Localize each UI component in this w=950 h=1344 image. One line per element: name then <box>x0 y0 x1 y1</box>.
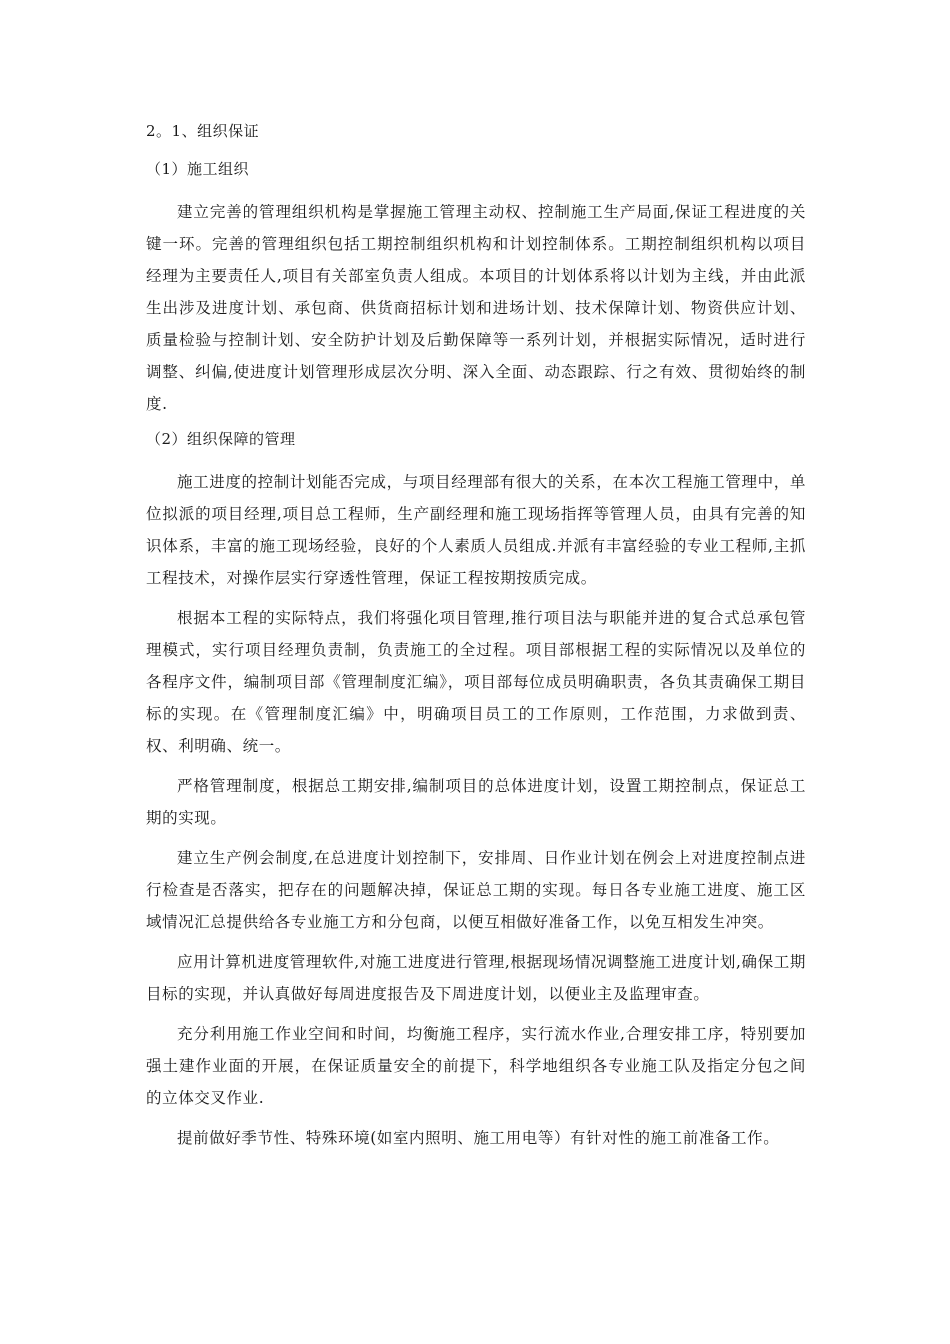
paragraph: 应用计算机进度管理软件,对施工进度进行管理,根据现场情况调整施工进度计划,确保工期目标的实现，并认真做好每周进度报告及下周进度计划，以便业主及监理审查。 <box>146 953 806 1003</box>
paragraph: 严格管理制度，根据总工期安排,编制项目的总体进度计划，设置工期控制点，保证总工期的实现。 <box>146 777 806 827</box>
section-title: 2。1、组织保证 <box>146 122 260 140</box>
paragraph: 根据本工程的实际特点，我们将强化项目管理,推行项目法与职能并进的复合式总承包管理模式，实行项目经理负责制，负责施工的全过程。项目部根据工程的实际情况以及单位的各程序文件，编制项目部《管理制度汇编》，项目部每位成员明确职责，各负其责确保工期目标的实现。在《管理制度汇编》中，明确项目员工的工作原则，工作范围，力求做到责、权、利明确、统一。 <box>146 609 806 755</box>
subsection-title-organization-management: （2）组织保障的管理 <box>146 430 296 448</box>
paragraph: 建立完善的管理组织机构是掌握施工管理主动权、控制施工生产局面,保证工程进度的关键一环。完善的管理组织包括工期控制组织机构和计划控制体系。工期控制组织机构以项目经理为主要责任人,项目有关部室负责人组成。本项目的计划体系将以计划为主线，并由此派生出涉及进度计划、承包商、供货商招标计划和进场计划、技术保障计划、物资供应计划、质量检验与控制计划、安全防护计划及后勤保障等一系列计划，并根据实际情况，适时进行调整、纠偏,使进度计划管理形成层次分明、深入全面、动态跟踪、行之有效、贯彻始终的制度. <box>146 203 806 413</box>
document-body <box>146 120 806 1162</box>
paragraph: 提前做好季节性、特殊环境(如室内照明、施工用电等）有针对性的施工前准备工作。 <box>177 1129 780 1147</box>
paragraph: 充分利用施工作业空间和时间，均衡施工程序，实行流水作业,合理安排工序，特别要加强土建作业面的开展，在保证质量安全的前提下，科学地组织各专业施工队及指定分包之间的立体交叉作业. <box>146 1025 806 1107</box>
paragraph: 建立生产例会制度,在总进度计划控制下，安排周、日作业计划在例会上对进度控制点进行检查是否落实，把存在的问题解决掉，保证总工期的实现。每日各专业施工进度、施工区域情况汇总提供给各专业施工方和分包商，以便互相做好准备工作，以免互相发生冲突。 <box>146 849 806 931</box>
subsection-title-construction-organization: （1）施工组织 <box>146 160 250 178</box>
paragraph: 施工进度的控制计划能否完成，与项目经理部有很大的关系，在本次工程施工管理中，单位拟派的项目经理,项目总工程师，生产副经理和施工现场指挥等管理人员，由具有完善的知识体系，丰富的施工现场经验，良好的个人素质人员组成.并派有丰富经验的专业工程师,主抓工程技术，对操作层实行穿透性管理，保证工程按期按质完成。 <box>146 473 806 587</box>
